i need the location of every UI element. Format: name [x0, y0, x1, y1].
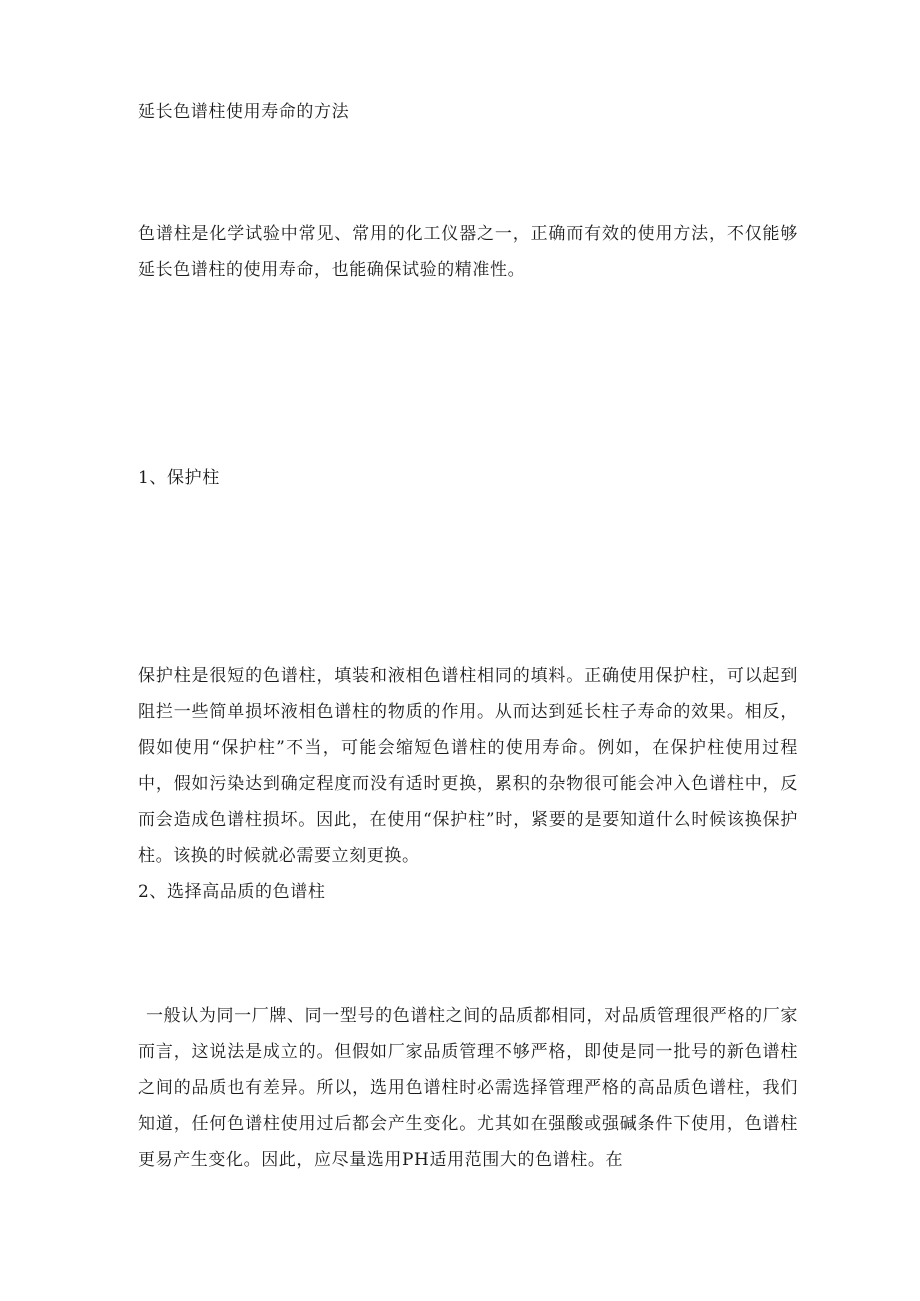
section-heading-guard-column: 1、保护柱	[138, 468, 220, 488]
guard-column-paragraph: 保护柱是很短的色谱柱，填装和液相色谱柱相同的填料。正确使用保护柱，可以起到阻拦一些简单损坏液相色谱柱的物质的作用。从而达到延长柱子寿命的效果。相反，假如使用“保护柱”不当，可能会缩短色谱柱的使用寿命。例如，在保护柱使用过程中，假如污染达到确定程度而没有适时更换，累积的杂物很可能会冲入色谱柱中，反而会造成色谱柱损坏。因此，在使用“保护柱”时，紧要的是要知道什么时候该换保护柱。该换的时候就必需要立刻更换。	[138, 666, 798, 866]
section-heading-high-quality-column: 2、选择高品质的色谱柱	[138, 882, 326, 902]
document-title: 延长色谱柱使用寿命的方法	[138, 102, 350, 122]
intro-paragraph: 色谱柱是化学试验中常见、常用的化工仪器之一，正确而有效的使用方法，不仅能够延长色谱柱的使用寿命，也能确保试验的精准性。	[138, 224, 798, 280]
high-quality-column-paragraph: 一般认为同一厂牌、同一型号的色谱柱之间的品质都相同，对品质管理很严格的厂家而言，这说法是成立的。但假如厂家品质管理不够严格，即使是同一批号的新色谱柱之间的品质也有差异。所以，选用色谱柱时必需选择管理严格的高品质色谱柱，我们知道，任何色谱柱使用过后都会产生变化。尤其如在强酸或强碱条件下使用，色谱柱更易产生变化。因此，应尽量选用PH适用范围大的色谱柱。在	[138, 1006, 798, 1170]
